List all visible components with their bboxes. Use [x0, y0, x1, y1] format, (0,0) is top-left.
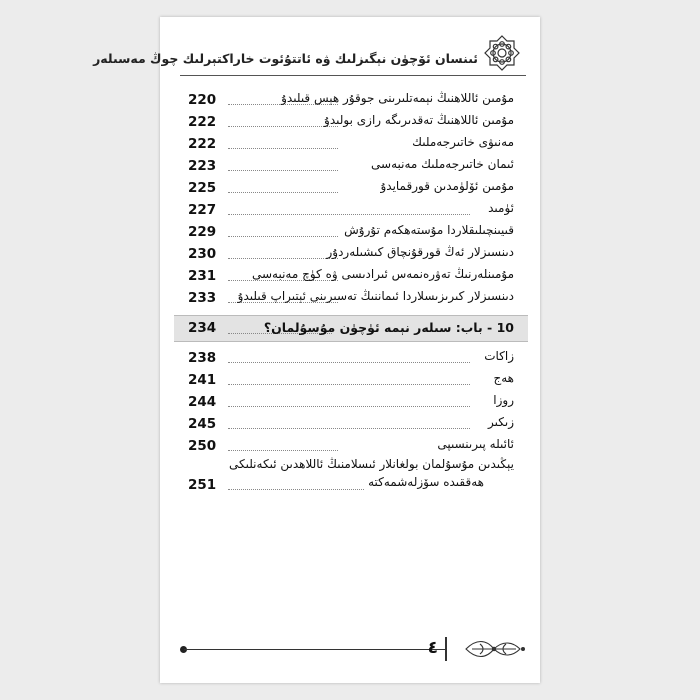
toc-entry[interactable]	[188, 287, 514, 309]
toc-entry-title: دىنسىزلار كىرىزىسلاردا ئىماننىڭ تەسىرىنى ئېتىراپ قىلىدۇ	[237, 289, 514, 303]
dot-leader	[228, 258, 338, 259]
toc-page-number: 223	[188, 158, 217, 174]
toc-page-number: 245	[188, 416, 217, 432]
dot-leader	[228, 489, 364, 490]
toc-entry-title: زىكىر	[487, 415, 514, 429]
toc-entry-title: مۇمىن ئاللاھنىڭ تەقدىرىگە رازى بولىدۇ	[324, 113, 514, 127]
toc-page-number: 251	[188, 477, 217, 493]
dot-leader	[228, 428, 470, 429]
page-header	[93, 43, 526, 76]
toc-page-number: 222	[188, 136, 217, 152]
toc-entry[interactable]	[188, 111, 514, 133]
toc-entry-title-line1: يېڭىدىن مۇسۇلمان بولغانلار ئىسلامنىڭ ئاللاھدىن ئىكەنلىكى	[228, 457, 514, 471]
toc-page-number: 222	[188, 114, 217, 130]
toc-entry[interactable]	[188, 89, 514, 111]
dot-leader	[228, 362, 470, 363]
toc-entry-title: روزا	[493, 393, 514, 407]
toc-entry[interactable]	[188, 177, 514, 199]
toc-page-number: 238	[188, 350, 217, 366]
dot-leader	[228, 236, 338, 237]
toc-page-number: 241	[188, 372, 217, 388]
toc-entry-title: ھەج	[493, 371, 514, 385]
toc-page-number: 233	[188, 290, 217, 306]
toc-page-number: 234	[188, 320, 217, 336]
toc-page-number: 230	[188, 246, 217, 262]
toc-entry-title: مۇمىنلەرنىڭ تەۋرەنمەس ئىرادىسى ۋە كۈچ مەنبەسى	[251, 267, 514, 281]
dot-leader	[228, 170, 338, 171]
toc-chapter-heading[interactable]	[174, 315, 528, 342]
toc-page-number: 229	[188, 224, 217, 240]
dot-leader	[228, 148, 338, 149]
toc-entry[interactable]	[188, 265, 514, 287]
toc-entry[interactable]	[188, 413, 514, 435]
toc-entry-title-line2: ھەققىدە سۆزلەشمەكتە	[368, 475, 484, 489]
dot-leader	[228, 384, 470, 385]
toc-page-number: 225	[188, 180, 217, 196]
toc-entry-title: دىنسىزلار ئەڭ قورقۇنچاق كىشىلەردۇر	[326, 245, 514, 259]
toc-page-number: 250	[188, 438, 217, 454]
dot-leader	[228, 126, 338, 127]
toc-entry[interactable]	[188, 243, 514, 265]
toc-entry[interactable]	[188, 435, 514, 457]
toc-entry[interactable]	[188, 221, 514, 243]
toc-entry[interactable]	[188, 155, 514, 177]
table-of-contents	[188, 89, 514, 495]
toc-page-number: 220	[188, 92, 217, 108]
toc-entry[interactable]	[188, 199, 514, 221]
page-footer	[180, 637, 526, 661]
page-number: ٤	[427, 638, 438, 658]
footer-divider	[445, 637, 447, 661]
toc-entry[interactable]	[188, 347, 514, 369]
toc-entry-title: مەنىۋى خاتىرجەملىك	[412, 135, 514, 149]
toc-entry-title: ئۈمىد	[488, 201, 514, 215]
toc-entry[interactable]	[188, 133, 514, 155]
dot-leader	[228, 192, 338, 193]
toc-page-number: 231	[188, 268, 217, 284]
toc-entry-title: ئائىلە پىرىنسىپى	[437, 437, 514, 451]
toc-entry-title: قىيىنچىلىقلاردا مۇستەھكەم تۇرۇش	[344, 223, 514, 237]
running-header-title: ئىنسان ئۆچۈن نېگىزلىك ۋە ئاتتۇئوت خاراكتېرلىك چوڭ مەسىلەر	[93, 51, 478, 66]
toc-entry-title: مۇمىن ئۆلۈمدىن قورقمايدۇ	[380, 179, 514, 193]
floral-ornament-icon	[462, 637, 526, 661]
dot-leader	[228, 450, 338, 451]
chapter-title: 10 - باب: سىلەر نېمە ئۈچۈن مۇسۇلمان؟	[263, 320, 514, 335]
toc-page-number: 227	[188, 202, 217, 218]
toc-entry-title: زاكات	[484, 349, 514, 363]
toc-entry-title: مۇمىن ئاللاھنىڭ نېمەتلىرىنى جوقۇر ھېس قىلىدۇ	[281, 91, 514, 105]
footer-rule	[184, 649, 446, 650]
toc-page-number: 244	[188, 394, 217, 410]
dot-leader	[228, 214, 470, 215]
toc-entry[interactable]	[188, 391, 514, 413]
dot-leader	[228, 406, 470, 407]
book-page	[93, 17, 540, 683]
toc-entry[interactable]	[188, 369, 514, 391]
octagonal-ornament-icon	[484, 35, 520, 71]
toc-entry[interactable]	[188, 457, 514, 495]
toc-entry-title: ئىمان خاتىرجەملىك مەنبەسى	[371, 157, 514, 171]
